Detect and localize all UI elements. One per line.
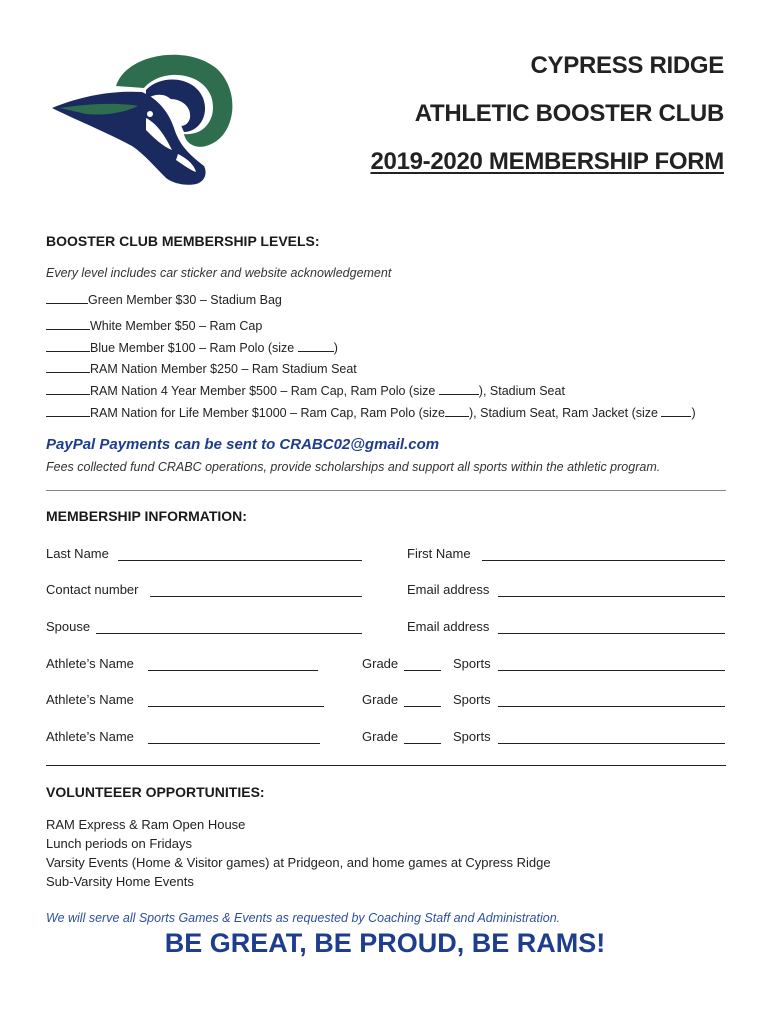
size-blank[interactable] (439, 384, 479, 395)
athlete-name-label: Athlete’s Name (46, 729, 134, 744)
spouse-field[interactable] (96, 633, 362, 634)
checkbox-blank[interactable] (46, 406, 90, 417)
level-ram-nation: RAM Nation Member $250 – Ram Stadium Seat (46, 362, 357, 376)
athlete-name-label: Athlete’s Name (46, 656, 134, 671)
fees-note: Fees collected fund CRABC operations, provide scholarships and support all sports within the athletic program. (46, 460, 661, 474)
first-name-label: First Name (407, 546, 471, 561)
serve-note: We will serve all Sports Games & Events as requested by Coaching Staff and Administration. (46, 911, 561, 925)
checkbox-blank[interactable] (46, 362, 90, 373)
volunteer-item: Sub-Varsity Home Events (46, 874, 194, 889)
last-name-label: Last Name (46, 546, 109, 561)
paypal-note: PayPal Payments can be sent to CRABC02@gmail.com (46, 436, 440, 453)
first-name-field[interactable] (482, 560, 725, 561)
divider (46, 765, 726, 766)
checkbox-blank[interactable] (46, 319, 90, 330)
spouse-email-label: Email address (407, 619, 490, 634)
volunteer-item: Varsity Events (Home & Visitor games) at Pridgeon, and home games at Cypress Ridge (46, 855, 551, 870)
sports-label: Sports (453, 692, 491, 707)
grade-label: Grade (362, 729, 399, 744)
header-title-line1: CYPRESS RIDGE (530, 52, 724, 79)
grade-label: Grade (362, 692, 399, 707)
grade-field[interactable] (404, 743, 441, 744)
size-blank[interactable] (298, 341, 334, 352)
email-field[interactable] (498, 596, 725, 597)
slogan: BE GREAT, BE PROUD, BE RAMS! (164, 928, 606, 958)
checkbox-blank[interactable] (46, 341, 90, 352)
volunteer-heading: VOLUNTEEER OPPORTUNITIES: (46, 784, 265, 800)
volunteer-item: RAM Express & Ram Open House (46, 817, 246, 832)
sports-field[interactable] (498, 670, 725, 671)
athlete-name-label: Athlete’s Name (46, 692, 134, 707)
email-label: Email address (407, 582, 490, 597)
levels-heading: BOOSTER CLUB MEMBERSHIP LEVELS: (46, 233, 320, 249)
level-green: Green Member $30 – Stadium Bag (46, 293, 282, 307)
membership-heading: MEMBERSHIP INFORMATION: (46, 508, 247, 524)
sports-field[interactable] (498, 743, 725, 744)
sports-label: Sports (453, 729, 491, 744)
header-title-line2: ATHLETIC BOOSTER CLUB (414, 100, 724, 127)
contact-label: Contact number (46, 582, 139, 597)
size-blank[interactable] (445, 406, 469, 417)
sports-label: Sports (453, 656, 491, 671)
level-ram-nation-life: RAM Nation for Life Member $1000 – Ram Cap, Ram Polo (size ), Stadium Seat, Ram Jacket (size ) (46, 406, 696, 420)
contact-field[interactable] (150, 596, 362, 597)
level-ram-nation-4yr: RAM Nation 4 Year Member $500 – Ram Cap, Ram Polo (size ), Stadium Seat (46, 384, 565, 398)
divider (46, 490, 726, 491)
grade-field[interactable] (404, 706, 441, 707)
athlete-name-field[interactable] (148, 670, 318, 671)
checkbox-blank[interactable] (46, 293, 88, 304)
athlete-name-field[interactable] (148, 706, 324, 707)
volunteer-item: Lunch periods on Fridays (46, 836, 192, 851)
sports-field[interactable] (498, 706, 725, 707)
levels-note: Every level includes car sticker and website acknowledgement (46, 266, 392, 280)
size-blank[interactable] (661, 406, 691, 417)
checkbox-blank[interactable] (46, 384, 90, 395)
last-name-field[interactable] (118, 560, 362, 561)
level-blue: Blue Member $100 – Ram Polo (size ) (46, 341, 338, 355)
spouse-email-field[interactable] (498, 633, 725, 634)
ram-head-logo-icon (46, 46, 242, 189)
grade-field[interactable] (404, 670, 441, 671)
spouse-label: Spouse (46, 619, 91, 634)
level-white: White Member $50 – Ram Cap (46, 319, 262, 333)
header-title-line3: 2019-2020 MEMBERSHIP FORM (370, 148, 724, 175)
grade-label: Grade (362, 656, 399, 671)
athlete-name-field[interactable] (148, 743, 320, 744)
